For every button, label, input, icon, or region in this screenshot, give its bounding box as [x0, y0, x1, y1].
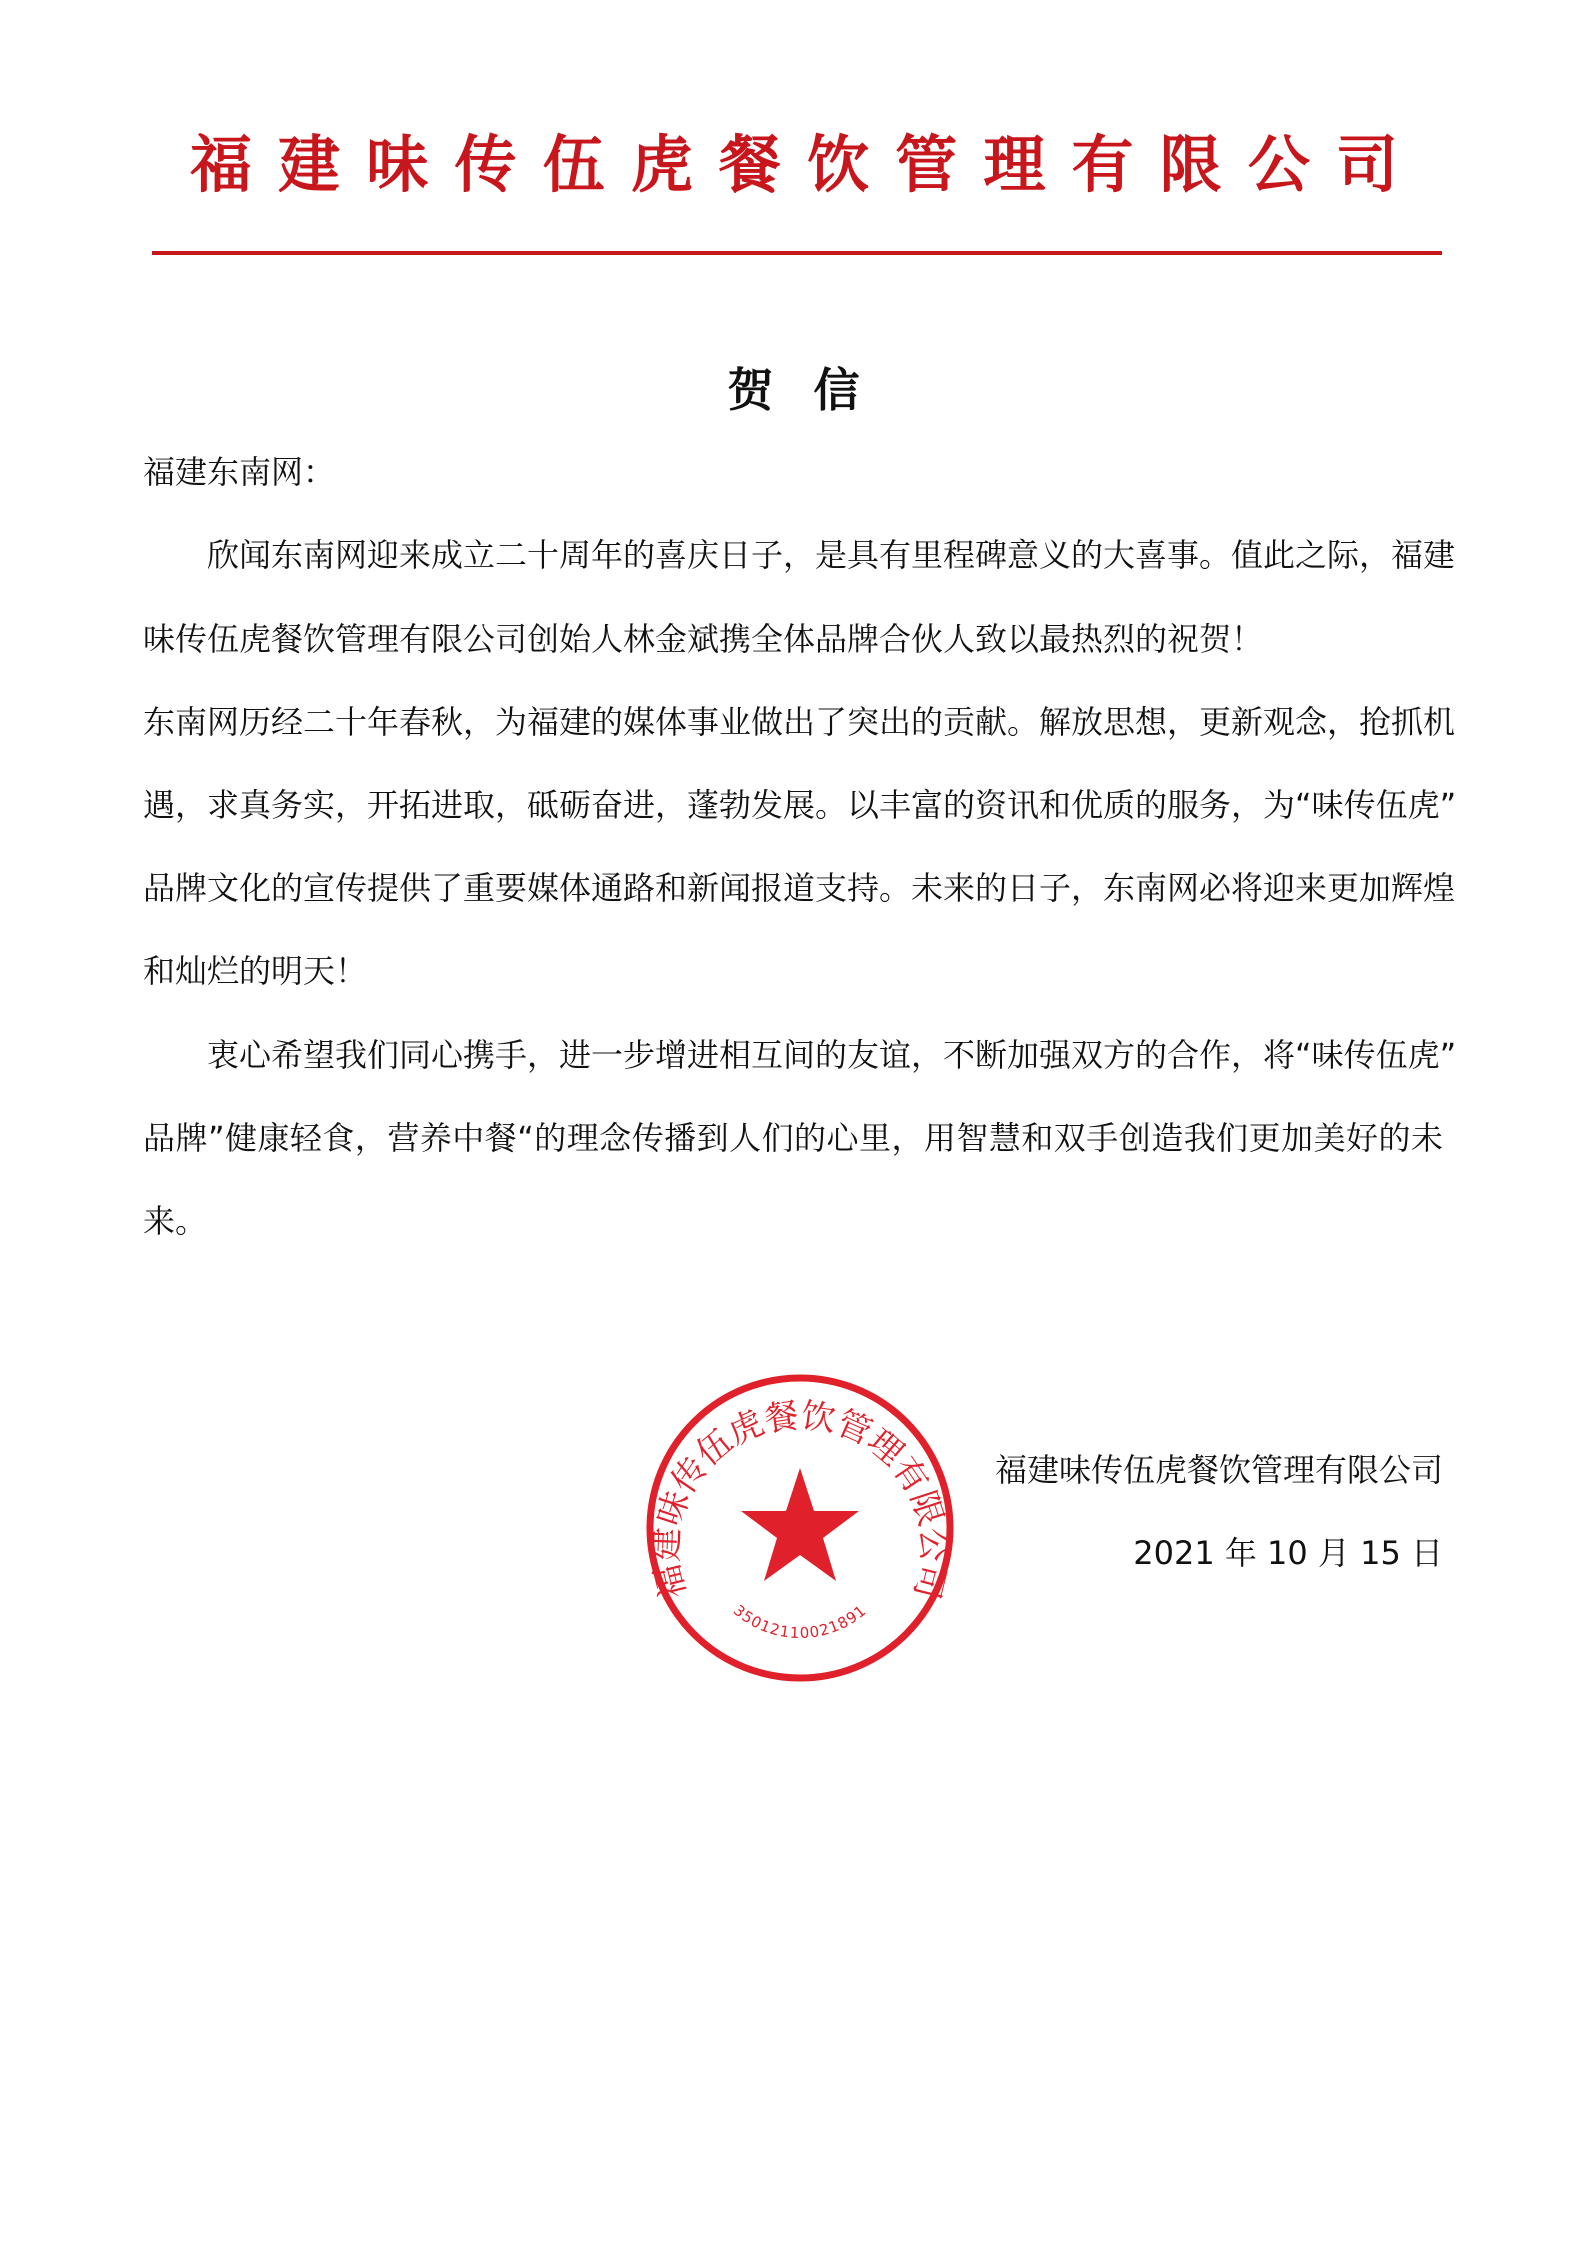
- seal-number: 35012110021891: [730, 1601, 870, 1643]
- body-line: 欣闻东南网迎来成立二十周年的喜庆日子，是具有里程碑意义的大喜事。值此之际，福建: [207, 536, 1456, 574]
- body-line: 来。: [143, 1202, 208, 1240]
- star-icon: [741, 1468, 859, 1581]
- salutation: 福建东南网：: [143, 453, 336, 491]
- body-line: 品牌文化的宣传提供了重要媒体通路和新闻报道支持。未来的日子，东南网必将迎来更加辉煌: [143, 869, 1456, 907]
- letter-title: 贺信: [727, 363, 900, 417]
- signature-date: 2021 年 10 月 15 日: [1133, 1534, 1443, 1572]
- signature-company: 福建味传伍虎餐饮管理有限公司: [994, 1451, 1443, 1489]
- body-line: 衷心希望我们同心携手，进一步增进相互间的友谊，不断加强双方的合作，将“味传伍虎”: [207, 1036, 1457, 1074]
- body-line: 遇，求真务实，开拓进取，砥砺奋进，蓬勃发展。以丰富的资讯和优质的服务，为“味传伍虎”: [143, 786, 1457, 824]
- body-line: 东南网历经二十年春秋，为福建的媒体事业做出了突出的贡献。解放思想，更新观念，抢抓机: [143, 703, 1456, 741]
- letterhead-company-name: 福建味传伍虎餐饮管理有限公司: [190, 128, 1400, 201]
- letterhead-divider: [152, 251, 1442, 255]
- body-line: 味传伍虎餐饮管理有限公司创始人林金斌携全体品牌合伙人致以最热烈的祝贺！: [143, 620, 1264, 658]
- body-line: 品牌”健康轻食，营养中餐“的理念传播到人们的心里，用智慧和双手创造我们更加美好的未: [143, 1119, 1443, 1157]
- seal-text: 福建味传伍虎餐饮管理有限公司: [646, 1395, 954, 1603]
- body-line: 和灿烂的明天！: [143, 952, 368, 990]
- company-seal-stamp: [640, 1368, 960, 1688]
